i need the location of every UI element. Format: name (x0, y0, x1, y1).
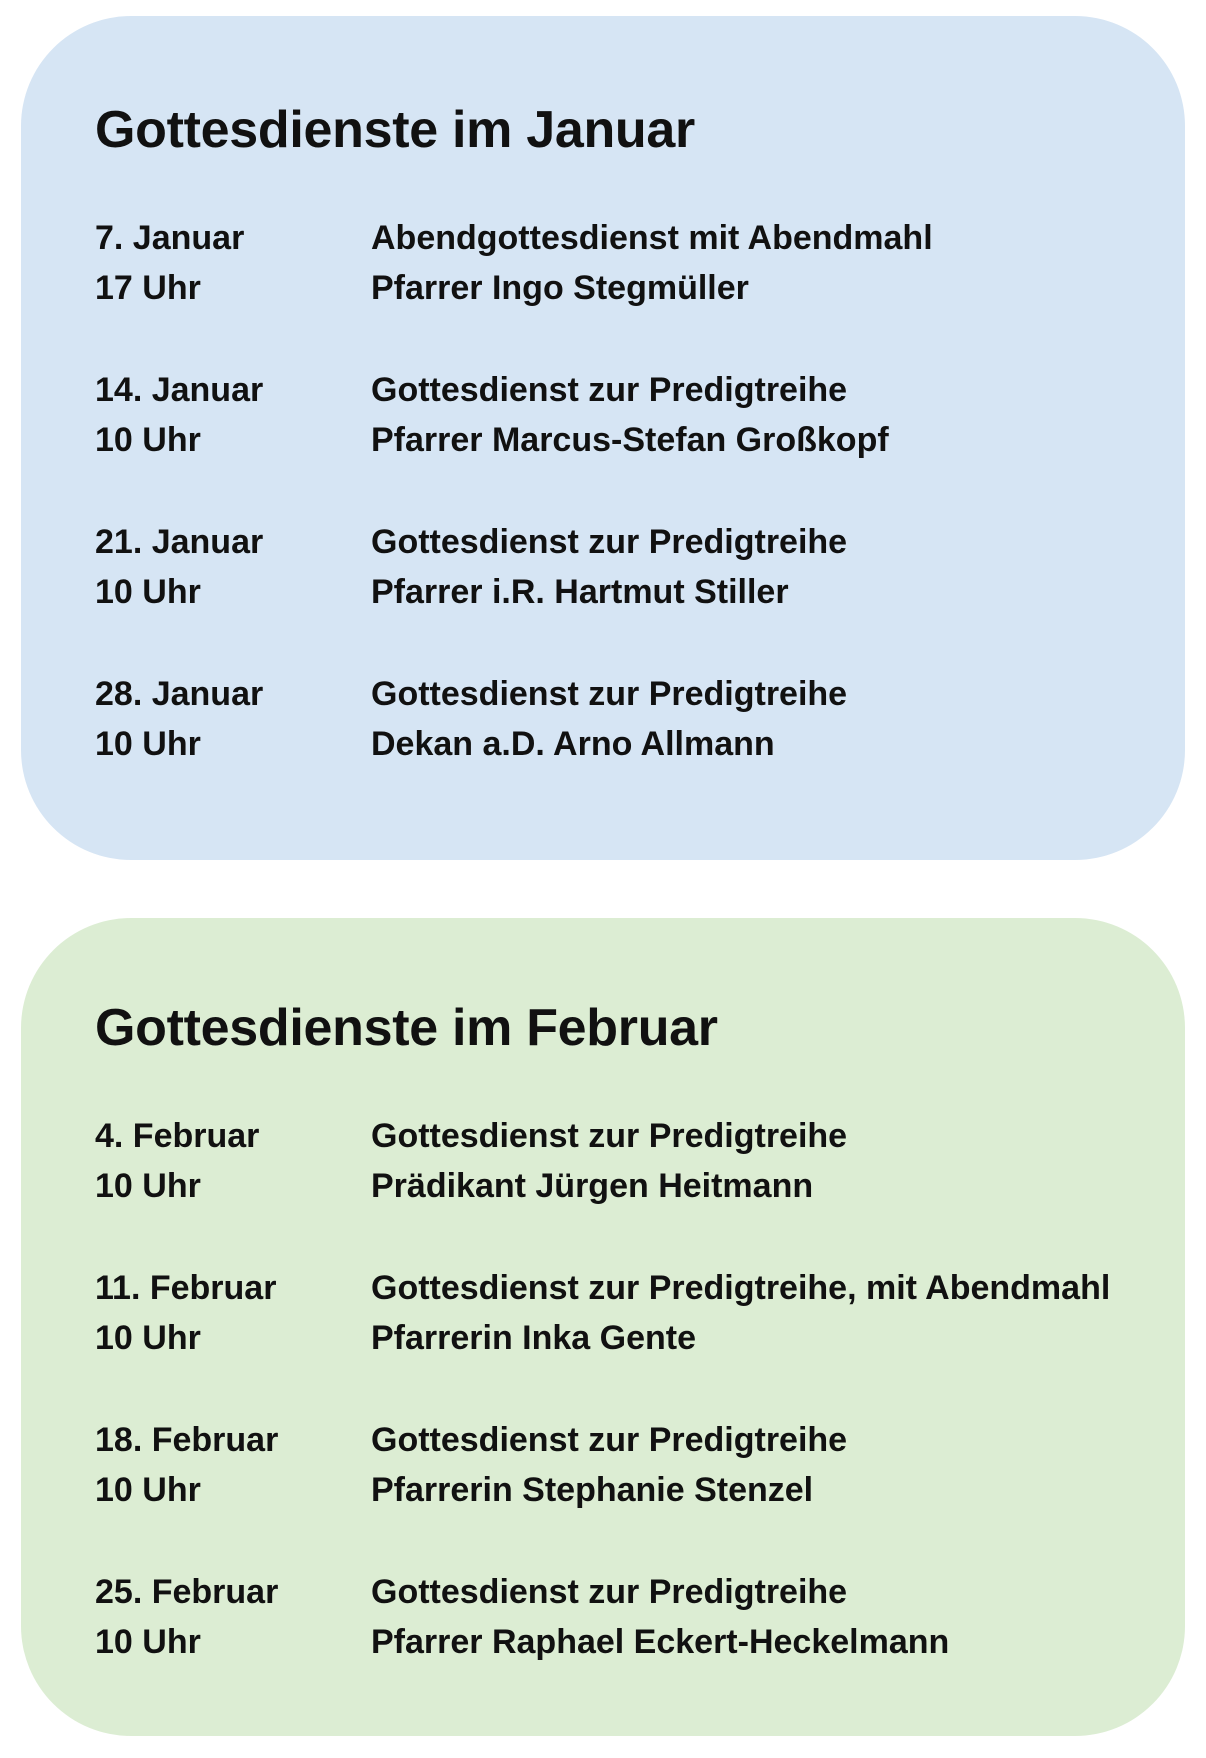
february-title: Gottesdienste im Februar (95, 999, 718, 1057)
event-time: 10 Uhr (95, 1623, 201, 1662)
event-date: 28. Januar (95, 675, 264, 714)
event-time: 10 Uhr (95, 573, 201, 612)
january-title: Gottesdienste im Januar (95, 101, 695, 159)
event-date: 11. Februar (95, 1269, 277, 1308)
february-services-box (21, 918, 1185, 1736)
february-event-list (95, 1111, 1175, 1667)
event-date: 14. Januar (95, 371, 264, 410)
event-leader: Pfarrer i.R. Hartmut Stiller (371, 573, 789, 612)
event-service: Gottesdienst zur Predigtreihe (371, 1573, 848, 1612)
event-service: Gottesdienst zur Predigtreihe (371, 371, 848, 410)
event-row (95, 517, 1175, 617)
event-row (95, 1415, 1175, 1515)
event-leader: Prädikant Jürgen Heitmann (371, 1167, 814, 1206)
event-date: 4. Februar (95, 1117, 260, 1156)
event-date: 18. Februar (95, 1421, 279, 1460)
event-leader: Pfarrer Ingo Stegmüller (371, 269, 749, 308)
event-time: 10 Uhr (95, 725, 201, 764)
january-services-box (21, 16, 1185, 860)
january-event-list (95, 213, 1175, 769)
event-row (95, 669, 1175, 769)
event-service: Gottesdienst zur Predigtreihe (371, 1117, 848, 1156)
event-service: Gottesdienst zur Predigtreihe, mit Abendmahl (371, 1269, 1111, 1308)
event-leader: Dekan a.D. Arno Allmann (371, 725, 775, 764)
event-row (95, 213, 1175, 313)
event-time: 17 Uhr (95, 269, 201, 308)
event-service: Gottesdienst zur Predigtreihe (371, 523, 848, 562)
event-service: Abendgottesdienst mit Abendmahl (371, 219, 933, 258)
event-time: 10 Uhr (95, 1319, 201, 1358)
event-date: 7. Januar (95, 219, 245, 258)
event-leader: Pfarrer Marcus-Stefan Großkopf (371, 421, 889, 460)
event-row (95, 1567, 1175, 1667)
event-time: 10 Uhr (95, 1471, 201, 1510)
event-date: 25. Februar (95, 1573, 279, 1612)
event-time: 10 Uhr (95, 421, 201, 460)
event-leader: Pfarrerin Stephanie Stenzel (371, 1471, 814, 1510)
event-row (95, 1263, 1175, 1363)
event-leader: Pfarrerin Inka Gente (371, 1319, 697, 1358)
event-row (95, 365, 1175, 465)
event-service: Gottesdienst zur Predigtreihe (371, 1421, 848, 1460)
event-service: Gottesdienst zur Predigtreihe (371, 675, 848, 714)
event-row (95, 1111, 1175, 1211)
event-time: 10 Uhr (95, 1167, 201, 1206)
event-date: 21. Januar (95, 523, 264, 562)
event-leader: Pfarrer Raphael Eckert-Heckelmann (371, 1623, 950, 1662)
